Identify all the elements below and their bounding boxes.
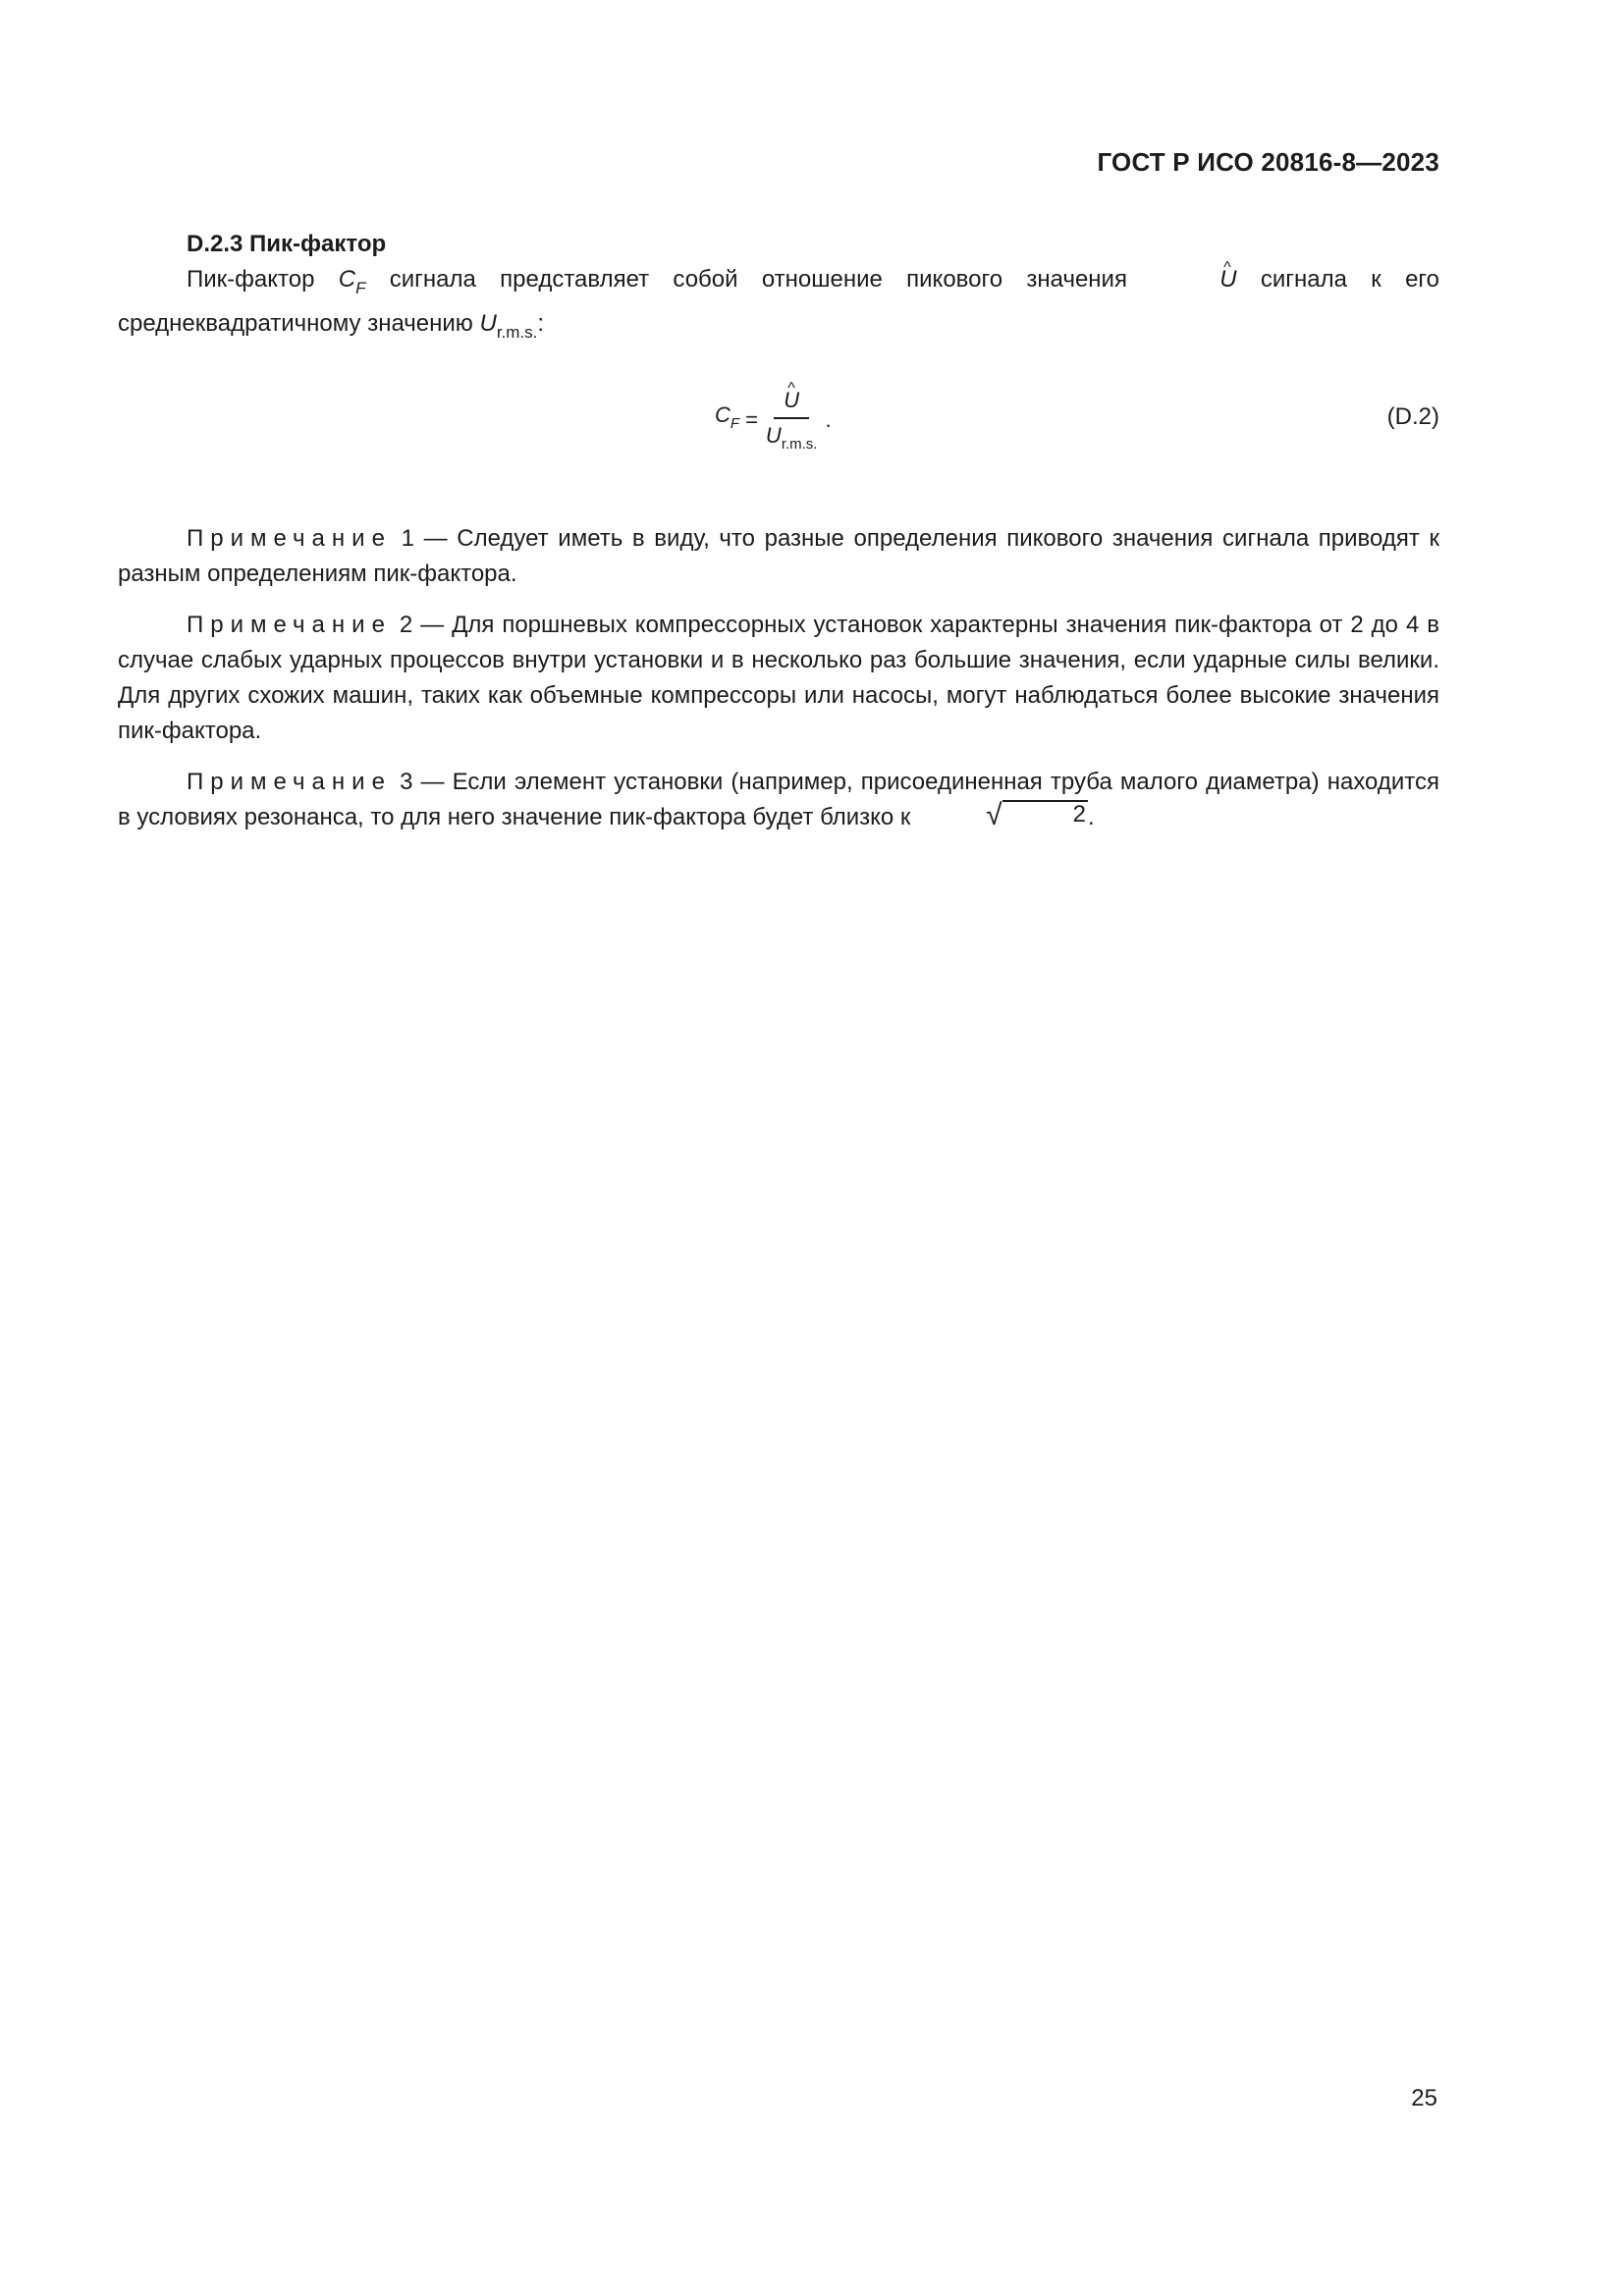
note-label: Примечание [187, 769, 392, 795]
note-label: Примечание [187, 525, 392, 552]
note-3: Примечание 3 — Если элемент установки (например, присоединенная труба малого диаметра) находится в условиях резонанса, то для него значение пик-фактора будет близко к √ 2 . [118, 769, 1439, 831]
section-intro: Пик-фактор $C_F$ сигнала представляет собой отношение пикового значения ^ U сигнала к его среднеквадратичному значению $U_{r.m.s.}$: [118, 262, 1439, 350]
formula-expression [715, 382, 832, 457]
u-hat-symbol: ^ U [1151, 262, 1236, 297]
cf-symbol: $C_F$ [338, 266, 366, 297]
note-label: Примечание [187, 612, 392, 638]
formula-trailing: . [825, 406, 832, 432]
formula-lhs: $C_F$ [715, 402, 740, 432]
page-content [118, 227, 1439, 835]
sqrt-expression: √ 2 [986, 799, 1086, 831]
formula-equals: = [745, 406, 758, 432]
formula-numerator: ^ U [774, 382, 809, 419]
formula-fraction [760, 382, 824, 457]
formula-denominator: $U_{r.m.s.}$ [765, 423, 818, 453]
formula-d2 [118, 370, 1439, 488]
u-rms-symbol: $U_{r.m.s.}$ [479, 310, 538, 342]
section-heading: D.2.3 Пик-фактор [187, 231, 387, 257]
note-2: Примечание 2 — Для поршневых компрессорных установок характерны значения пик-фактора от 2 до 4 в случае слабых ударных процессов внутри установки и в несколько раз большие значения, если ударные силы велики. Для других схожих машин, таких как объемные компрессоры или насосы, могут наблюдаться более высокие значения пик-фактора. [118, 612, 1439, 744]
note-1: Примечание 1 — Следует иметь в виду, что разные определения пикового значения сигнала приводят к разным определениям пик-фактора. [118, 525, 1440, 587]
standard-designation: ГОСТ Р ИСО 20816-8—2023 [1097, 147, 1439, 177]
formula-number: (D.2) [1386, 403, 1439, 430]
page-number: 25 [1411, 2085, 1437, 2111]
